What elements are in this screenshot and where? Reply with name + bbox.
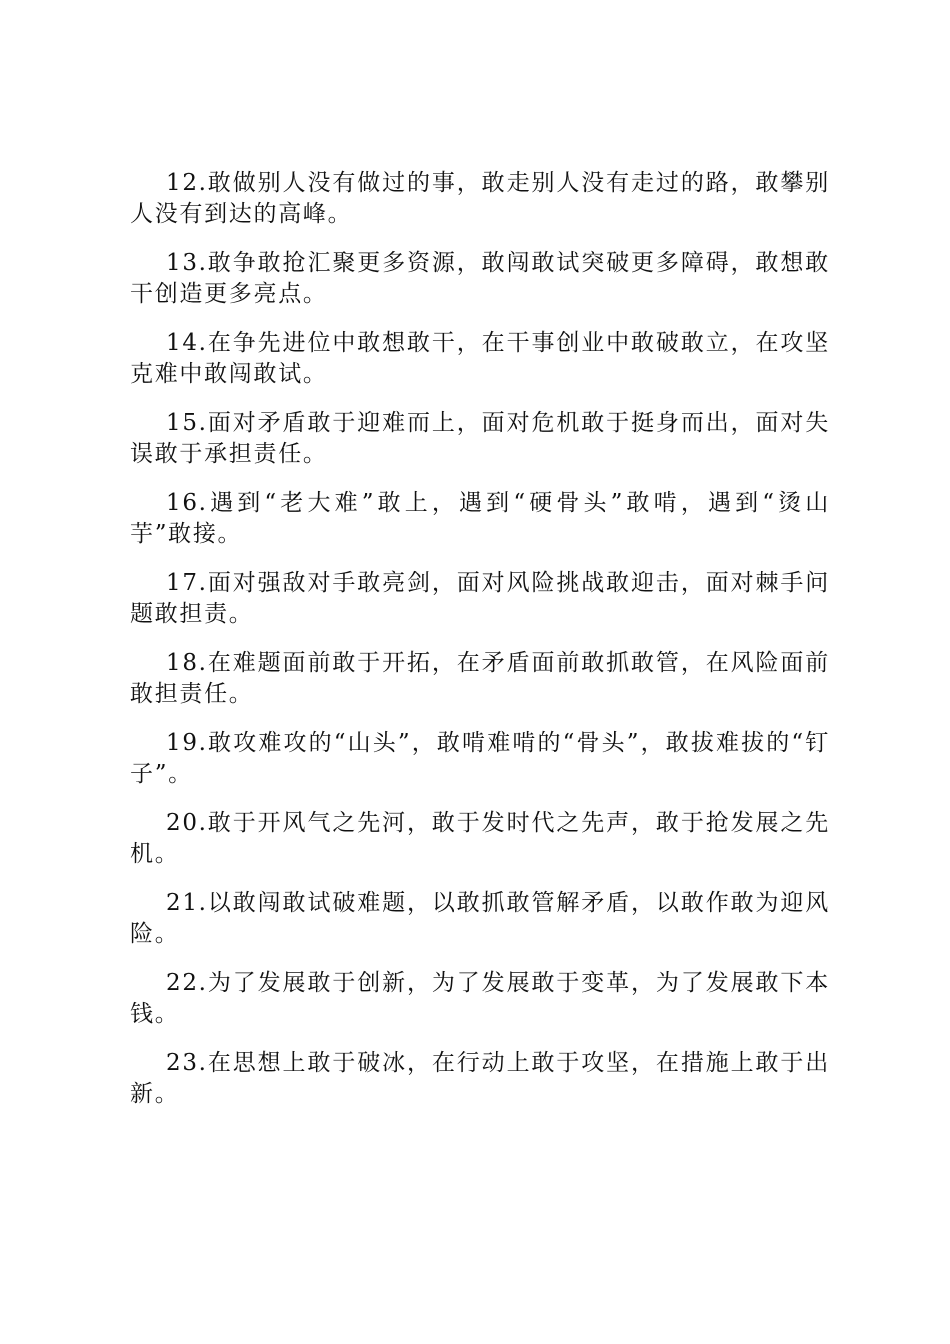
paragraph-17: 17.面对强敌对手敢亮剑，面对风险挑战敢迎击，面对棘手问题敢担责。 — [130, 570, 830, 627]
paragraph-14: 14.在争先进位中敢想敢干，在干事创业中敢破敢立，在攻坚克难中敢闯敢试。 — [130, 330, 830, 387]
paragraph-16: 16.遇到“老大难”敢上，遇到“硬骨头”敢啃，遇到“烫山芋”敢接。 — [130, 490, 830, 547]
document-body — [130, 168, 830, 1128]
paragraph-12: 12.敢做别人没有做过的事，敢走别人没有走过的路，敢攀别人没有到达的高峰。 — [130, 170, 830, 227]
paragraph-21: 21.以敢闯敢试破难题，以敢抓敢管解矛盾，以敢作敢为迎风险。 — [130, 890, 830, 947]
paragraph-18: 18.在难题面前敢于开拓，在矛盾面前敢抓敢管，在风险面前敢担责任。 — [130, 650, 830, 707]
paragraph-22: 22.为了发展敢于创新，为了发展敢于变革，为了发展敢下本钱。 — [130, 970, 830, 1027]
paragraph-20: 20.敢于开风气之先河，敢于发时代之先声，敢于抢发展之先机。 — [130, 810, 830, 867]
paragraph-19: 19.敢攻难攻的“山头”，敢啃难啃的“骨头”，敢拔难拔的“钉子”。 — [130, 730, 830, 787]
paragraph-15: 15.面对矛盾敢于迎难而上，面对危机敢于挺身而出，面对失误敢于承担责任。 — [130, 410, 830, 467]
paragraph-13: 13.敢争敢抢汇聚更多资源，敢闯敢试突破更多障碍，敢想敢干创造更多亮点。 — [130, 250, 830, 307]
paragraph-23: 23.在思想上敢于破冰，在行动上敢于攻坚，在措施上敢于出新。 — [130, 1050, 830, 1107]
